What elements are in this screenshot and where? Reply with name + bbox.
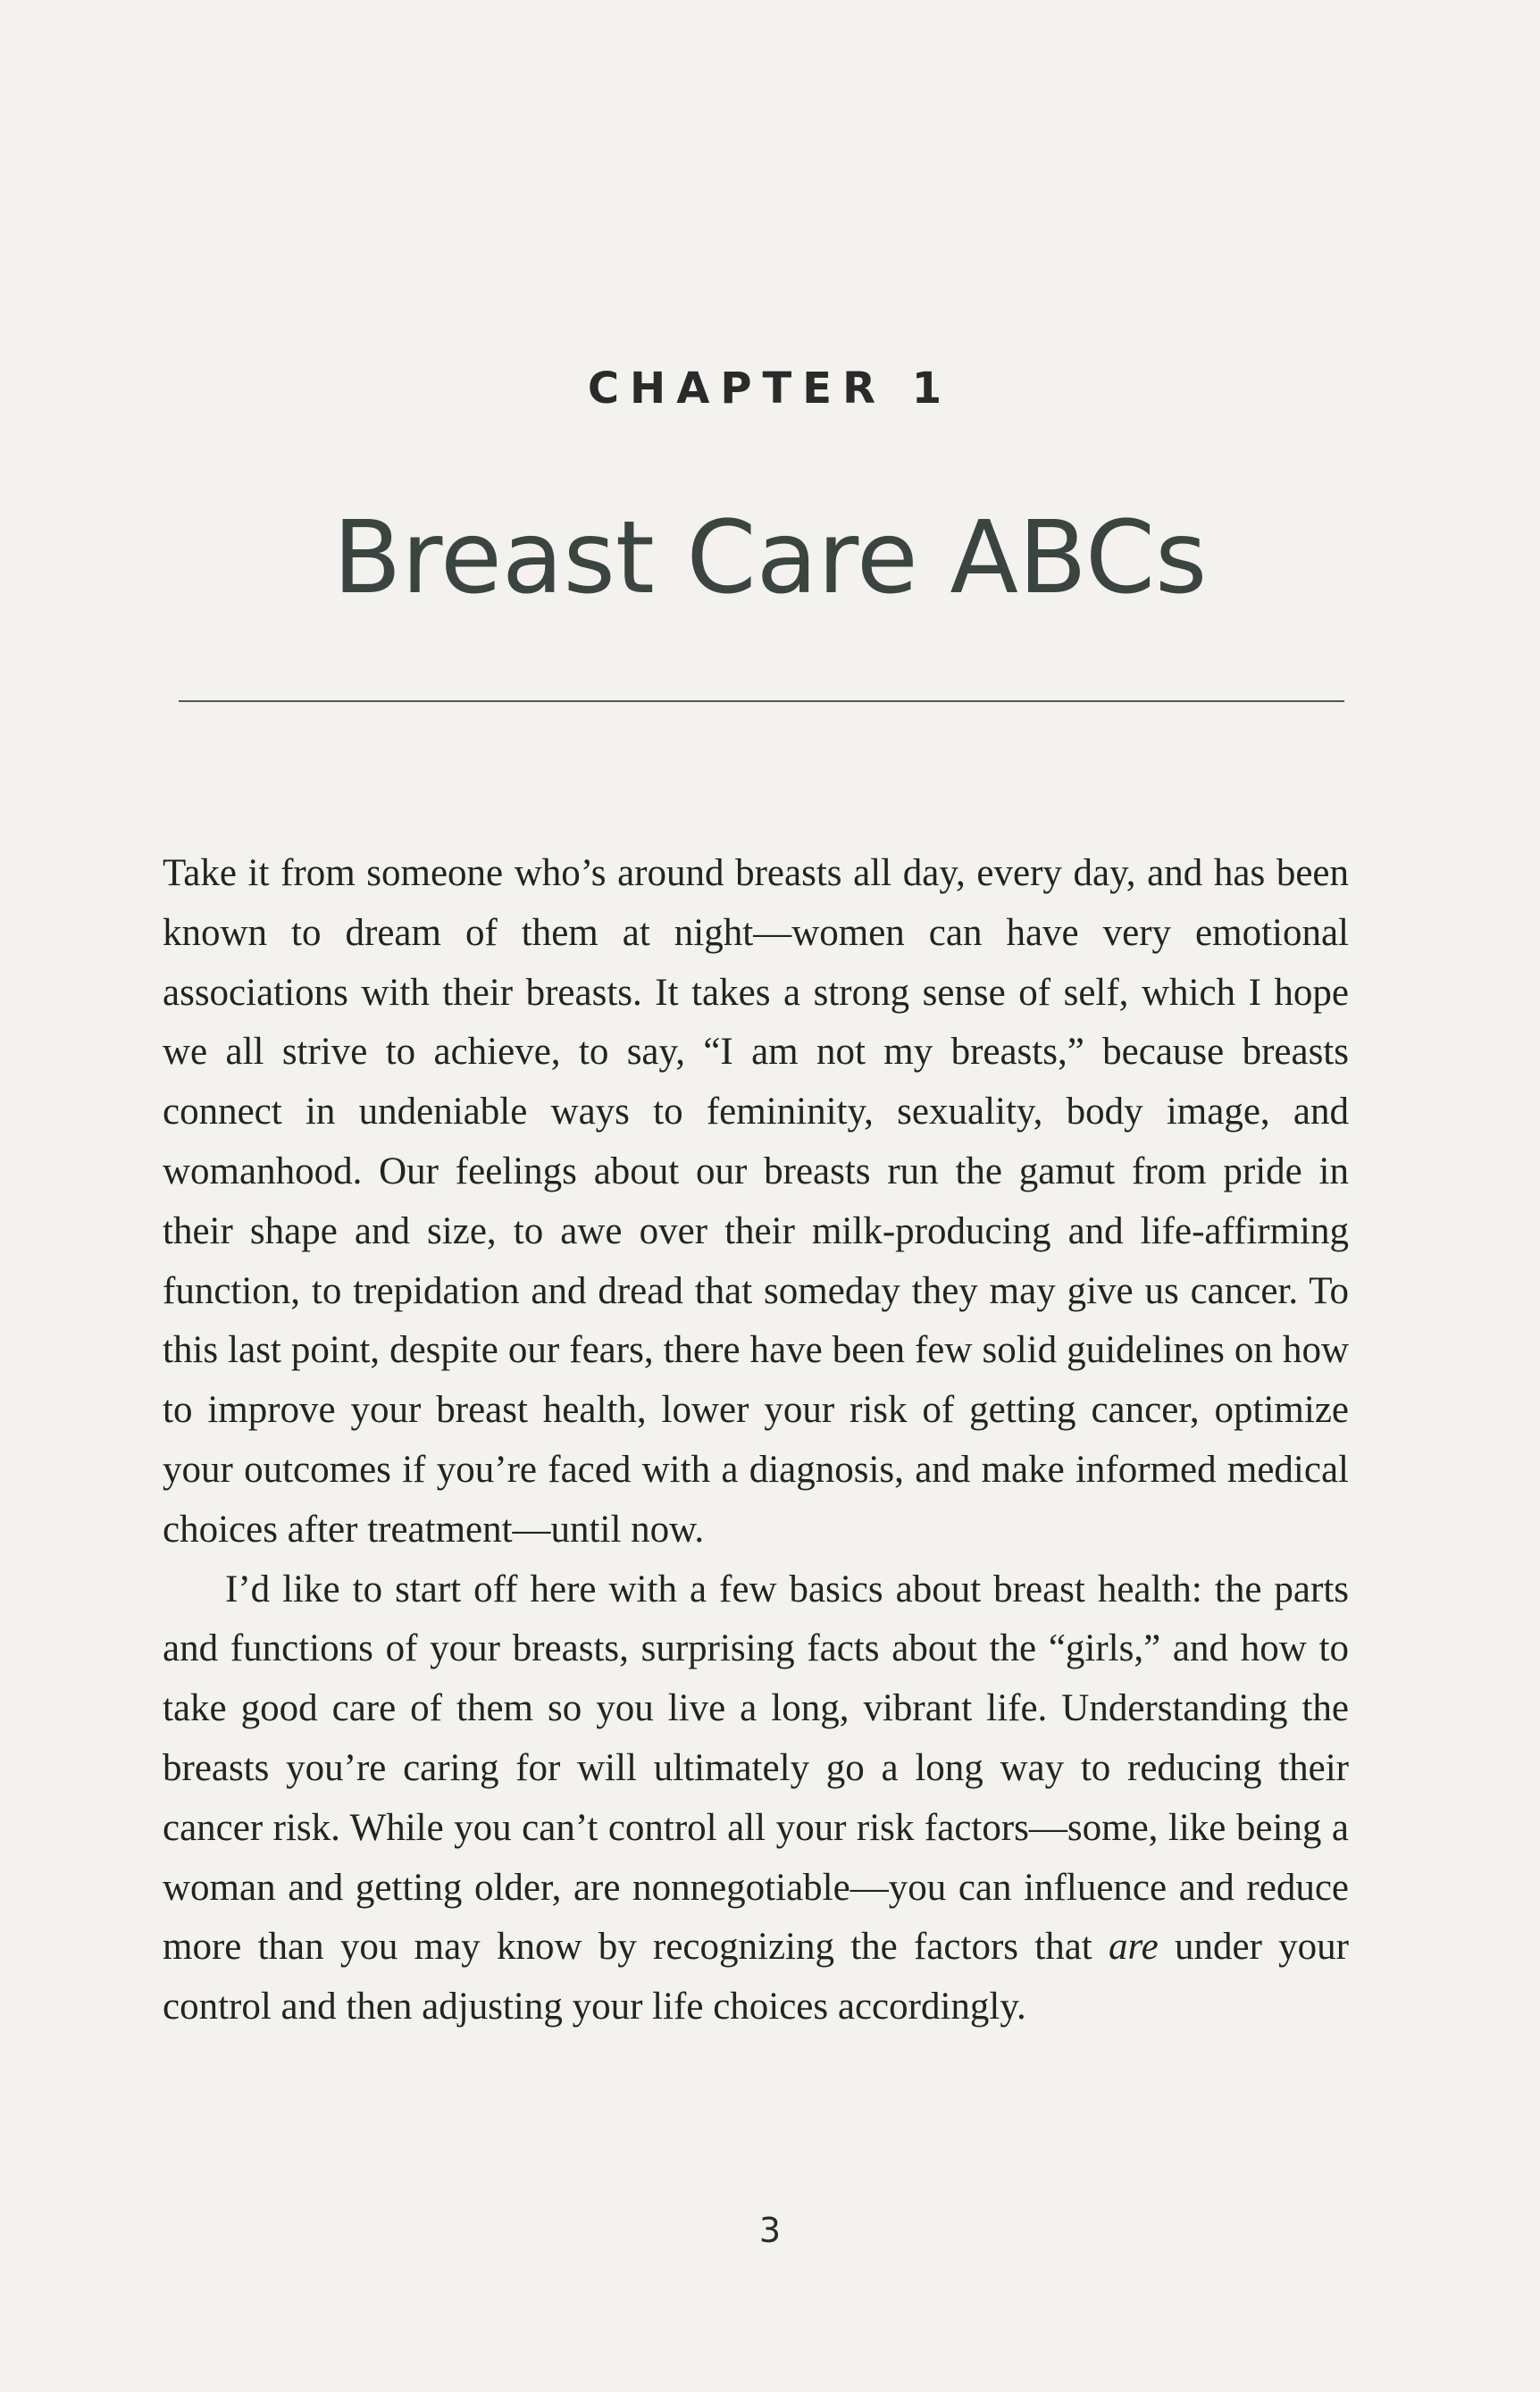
- chapter-label: CHAPTER 1: [587, 364, 953, 414]
- body-paragraph-2-text-start: I’d like to start off here with a few basics about breast health: the parts and functions of your breasts, surprising facts about the “girls,” and how to take good care of them so you live a long, vibrant life. Understanding the breasts you’re caring for will ultimately go a long way to reducing their cancer risk. While you can’t control all your risk factors—some, like being a woman and getting older, are nonnegotiable—you can influence and reduce more than you may know by recognizing the factors that: [163, 1568, 1349, 1969]
- chapter-body: [163, 844, 1349, 2037]
- body-paragraph-2: [163, 1560, 1349, 2037]
- body-paragraph-2-text-end: under your control and then adjusting your life choices accordingly.: [163, 1926, 1349, 2028]
- chapter-title: Breast Care ABCs: [332, 500, 1208, 616]
- body-paragraph-1: Take it from someone who’s around breasts all day, every day, and has been known to dream of them at night—women can have very emotional associations with their breasts. It takes a strong sense of self, which I hope we all strive to achieve, to say, “I am not my breasts,” because breasts connect in undeniable ways to femininity, sexuality, body image, and womanhood. Our feelings about our breasts run the gamut from pride in their shape and size, to awe over their milk-producing and life-affirming function, to trepidation and dread that someday they may give us cancer. To this last point, despite our fears, there have been few solid guidelines on how to improve your breast health, lower your risk of getting cancer, optimize your outcomes if you’re faced with a diagnosis, and make informed medical choices after treatment—until now.: [163, 852, 1349, 1551]
- page-number: 3: [758, 2211, 782, 2250]
- title-divider: [179, 700, 1344, 702]
- body-paragraph-2-emphasis: are: [1109, 1926, 1159, 1969]
